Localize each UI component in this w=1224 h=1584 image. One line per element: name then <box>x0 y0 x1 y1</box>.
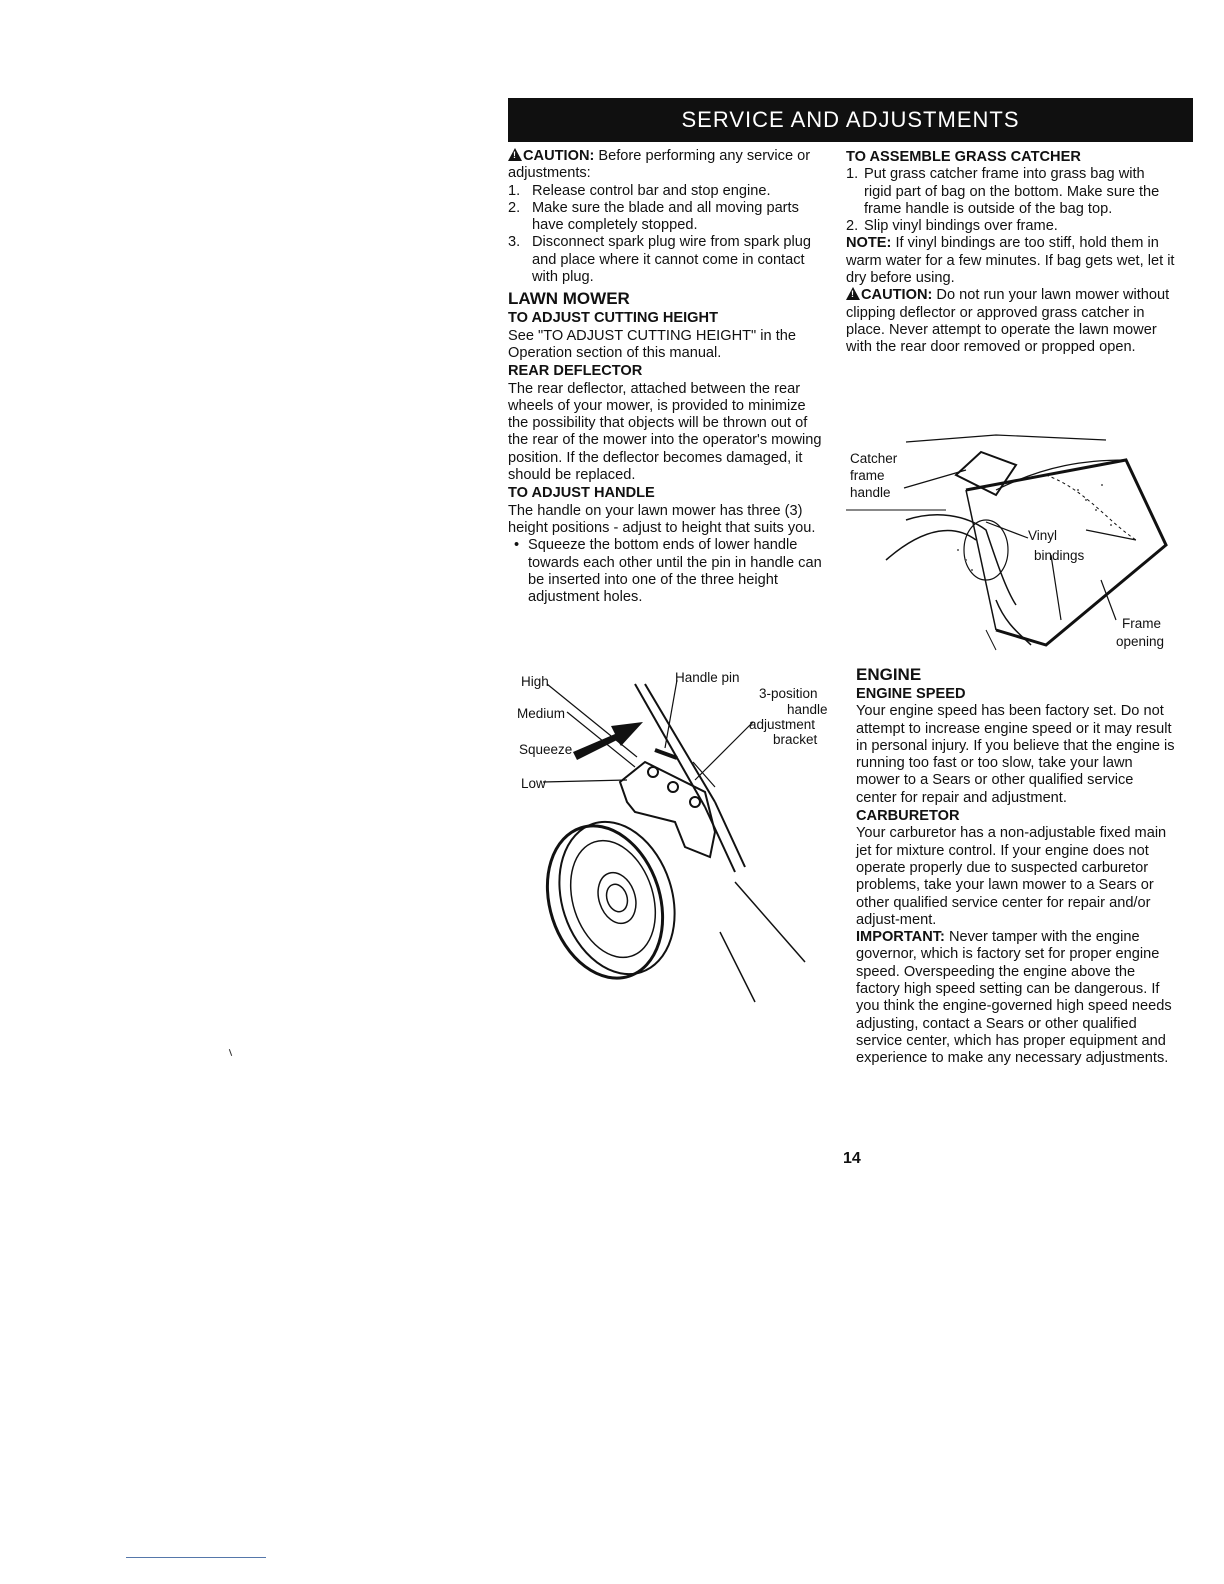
important-paragraph <box>856 929 1176 1067</box>
bracket-label-line2: handle <box>787 702 828 717</box>
step-text: Disconnect spark plug wire from spark plug and place where it cannot come in contact with plug. <box>532 234 812 286</box>
note-text: If vinyl bindings are too stiff, hold them in warm water for a few minutes. If bag gets wet, let it dry before using. <box>846 235 1175 287</box>
bracket-label-line1: 3-position <box>759 686 818 701</box>
step-number: 1. <box>508 182 521 199</box>
step-text: Slip vinyl bindings over frame. <box>864 218 1058 235</box>
left-column <box>508 148 826 606</box>
note-label: NOTE: <box>846 235 892 252</box>
handle-adjustment-figure <box>505 662 835 1022</box>
list-item: • Squeeze the bottom ends of lower handle towards each other until the pin in handle can be inserted into one of the three height adjustment holes. <box>508 537 826 606</box>
caution-label: CAUTION: <box>523 148 595 164</box>
list-item <box>508 183 826 200</box>
important-label: IMPORTANT: <box>856 929 945 946</box>
list-item <box>846 166 1176 218</box>
bracket-label-line3: adjustment <box>749 717 816 732</box>
caution-triangle-icon <box>508 148 522 161</box>
rear-deflector-text: The rear deflector, attached between the rear wheels of your mower, is provided to minimize the possibility that objects will be thrown out of the rear of the mower into the operator's mowing position. If the deflector becomes damaged, it should be replaced. <box>508 380 822 484</box>
catcher-label-line2: frame <box>850 468 885 483</box>
carburetor-heading: CARBURETOR <box>856 808 960 825</box>
step-number: 1. <box>846 166 859 183</box>
carburetor-text: Your carburetor has a non-adjustable fixed main jet for mixture control. If your engine does not operate properly due to suspected carburetor problems, take your lawn mower to a Sears or other qualified service center for repair and/or adjust-ment. <box>856 825 1167 928</box>
list-item <box>508 200 826 235</box>
vinyl-label-line2: bindings <box>1034 548 1085 563</box>
squeeze-label: Squeeze <box>519 742 573 757</box>
adjust-handle-heading: TO ADJUST HANDLE <box>508 485 655 502</box>
list-item <box>508 234 826 286</box>
page-number: 14 <box>843 1150 861 1167</box>
catcher-label-line1: Catcher <box>850 451 898 466</box>
cutting-height-text: See "TO ADJUST CUTTING HEIGHT" in the Operation section of this manual. <box>508 327 796 361</box>
adjust-handle-bullets <box>508 537 826 606</box>
assemble-steps-list <box>846 166 1176 235</box>
adjust-handle-text: The handle on your lawn mower has three (3) height positions - adjust to height that suits you. <box>508 502 816 536</box>
catcher-label-line3: handle <box>850 485 891 500</box>
high-label: High <box>521 674 549 689</box>
frame-label-line1: Frame <box>1122 616 1162 631</box>
step-text: Make sure the blade and all moving parts have completely stopped. <box>532 199 799 234</box>
engine-speed-heading: ENGINE SPEED <box>856 686 966 702</box>
frame-label-line2: opening <box>1116 634 1165 649</box>
caution-label-2: CAUTION: <box>861 287 933 304</box>
step-number: 2. <box>846 218 859 235</box>
rear-deflector-heading: REAR DEFLECTOR <box>508 363 643 380</box>
low-label: Low <box>521 776 546 791</box>
assemble-grass-catcher-heading: TO ASSEMBLE GRASS CATCHER <box>846 149 1081 165</box>
stray-mark <box>229 1049 232 1056</box>
step-text: Release control bar and stop engine. <box>532 182 771 199</box>
engine-heading: ENGINE <box>856 665 922 684</box>
handle-pin-label: Handle pin <box>675 670 740 685</box>
right-column-engine <box>856 662 1176 1068</box>
grass-catcher-figure <box>846 430 1176 652</box>
cutting-height-heading: TO ADJUST CUTTING HEIGHT <box>508 310 718 327</box>
caution-paragraph-2 <box>846 287 1176 356</box>
footer-rule <box>126 1557 266 1558</box>
bracket-label-line4: bracket <box>773 732 818 747</box>
step-number: 3. <box>508 234 521 251</box>
caution-paragraph <box>508 148 826 183</box>
important-text: Never tamper with the engine governor, which is factory set for proper engine speed. Overspeeding the engine above the factory high speed setting can be dangerous. If you think the engine-governed high speed needs adjusting, contact a Sears or other qualified service center, which has proper equipment and experience to make any necessary adjustments. <box>856 929 1172 1067</box>
step-number: 2. <box>508 199 521 216</box>
safety-steps-list <box>508 183 826 287</box>
caution-triangle-icon <box>846 287 860 300</box>
caution-text-2: Do not run your lawn mower without clipping deflector or approved grass catcher in place. Never attempt to operate the lawn mower with the rear door removed or propped open. <box>846 287 1170 356</box>
caution-text: Before performing any service or adjustments: <box>508 148 811 182</box>
vinyl-label-line1: Vinyl <box>1028 528 1058 543</box>
list-item <box>846 218 1176 235</box>
medium-label: Medium <box>517 706 566 721</box>
note-paragraph <box>846 235 1176 287</box>
lawn-mower-heading: LAWN MOWER <box>508 289 630 309</box>
section-banner: SERVICE AND ADJUSTMENTS <box>508 98 1193 142</box>
right-column-top <box>846 148 1176 357</box>
step-text: Put grass catcher frame into grass bag with rigid part of bag on the bottom. Make sure the frame handle is outside of the bag top. <box>864 166 1160 217</box>
engine-speed-text: Your engine speed has been factory set. Do not attempt to increase engine speed or it may result in personal injury. If you believe that the engine is running too fast or too slow, take your lawn mower to a Sears or other qualified service center for repair and adjustment. <box>856 703 1175 806</box>
